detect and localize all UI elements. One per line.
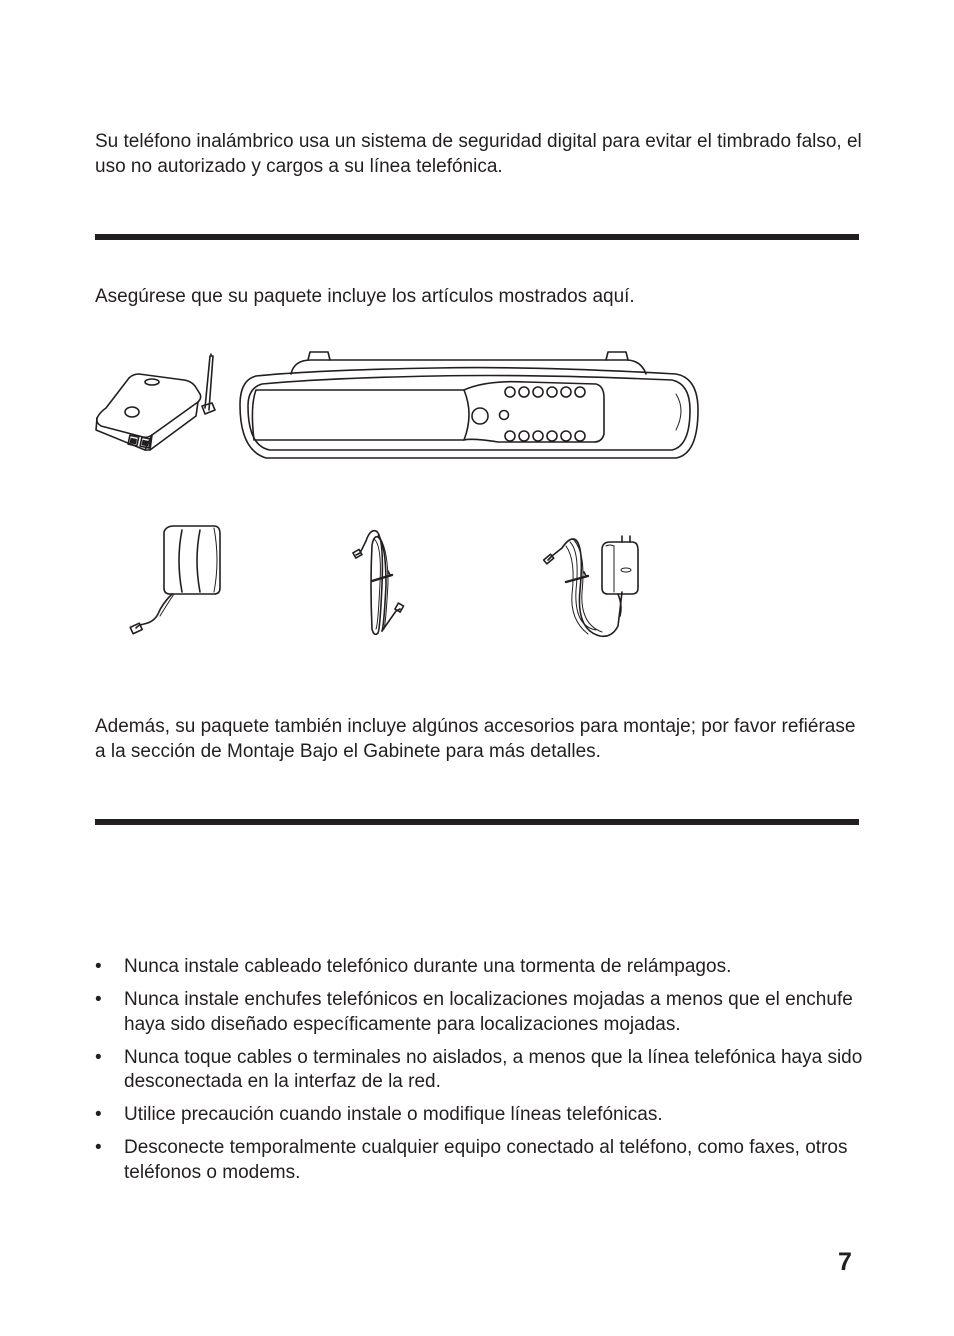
bullet: • — [95, 1137, 102, 1158]
list-item — [95, 1136, 865, 1185]
handset-illustration — [236, 350, 702, 462]
accessories-paragraph: Además, su paquete también incluye algúnos accesorios para montaje; por favor refiérase a la sección de Montaje Bajo el Gabinete para más detalles. — [95, 716, 856, 762]
list-item-text: Nunca instale cableado telefónico durante una tormenta de relámpagos. — [124, 956, 732, 977]
bullet: • — [95, 1046, 102, 1068]
list-item — [95, 988, 865, 1037]
list-item-text: Desconecte temporalmente cualquier equipo conectado al teléfono, como faxes, otros teléfonos o modems. — [124, 1137, 848, 1183]
page-number: 7 — [838, 1248, 852, 1276]
base-unit-illustration — [92, 350, 227, 465]
list-item-text: Nunca toque cables o terminales no aislados, a menos que la línea telefónica haya sido desconectada en la interfaz de la red. — [124, 1046, 863, 1092]
list-item-text: Nunca instale enchufes telefónicos en localizaciones mojadas a menos que el enchufe haya sido diseñado específicamente para localizaciones mojadas. — [124, 989, 853, 1035]
security-paragraph: Su teléfono inalámbrico usa un sistema de seguridad digital para evitar el timbrado falso, el uso no autorizado y cargos a su línea telefónica. — [95, 131, 862, 177]
list-item-text: Utilice precaución cuando instale o modifique líneas telefónicas. — [124, 1104, 663, 1125]
list-item — [95, 1103, 865, 1128]
package-check-paragraph: Asegúrese que su paquete incluye los artículos mostrados aquí. — [95, 286, 635, 307]
section-divider-warnings — [95, 819, 859, 825]
bullet: • — [95, 989, 102, 1010]
section-divider-package — [95, 234, 859, 240]
list-item — [95, 1046, 865, 1095]
bullet: • — [95, 956, 102, 977]
ac-power-adapter-illustration — [540, 530, 650, 645]
battery-pack-illustration — [128, 522, 228, 637]
bullet: • — [95, 1104, 102, 1125]
warning-list — [95, 955, 865, 1194]
list-item — [95, 955, 865, 980]
phone-line-cord-illustration — [348, 525, 408, 640]
